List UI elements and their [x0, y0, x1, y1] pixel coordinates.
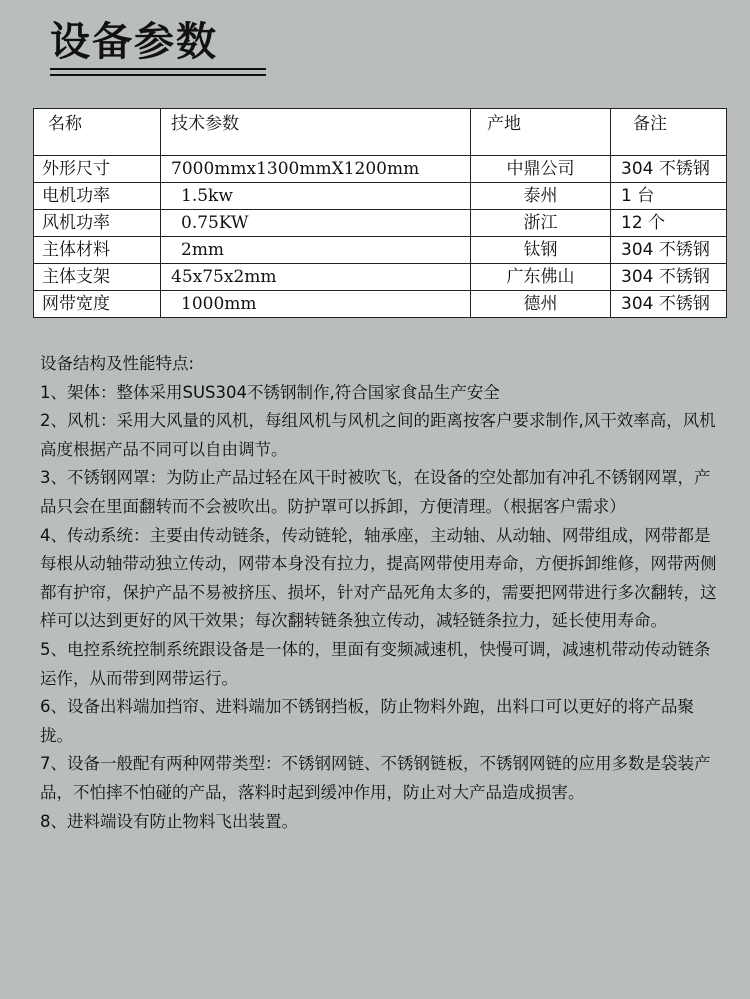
cell-note: 304 不锈钢 [611, 291, 727, 318]
feature-item: 4、传动系统：主要由传动链条，传动链轮，轴承座，主动轴、从动轴、网带组成，网带都是每根从动轴带动独立传动，网带本身没有拉力，提高网带使用寿命，方便拆卸维修，网带两侧都有护帘，保护产品不易被挤压、损坏，针对产品死角太多的，需要把网带进行多次翻转，这样可以达到更好的风干效果；每次翻转链条独立传动，减轻链条拉力，延长使用寿命。 [40, 525, 717, 631]
header-spec: 技术参数 [161, 109, 471, 156]
table-header-row [34, 109, 727, 156]
cell-note: 304 不锈钢 [611, 237, 727, 264]
header-origin: 产地 [471, 109, 611, 156]
cell-name: 主体材料 [34, 237, 161, 264]
cell-spec: 0.75KW [161, 210, 471, 237]
cell-note: 1 台 [611, 183, 727, 210]
cell-spec: 1.5kw [161, 183, 471, 210]
table-row [34, 156, 727, 183]
feature-item: 3、不锈钢网罩：为防止产品过轻在风干时被吹飞，在设备的空处都加有冲孔不锈钢网罩，产品只会在里面翻转而不会被吹出。防护罩可以拆卸，方便清理。（根据客户需求） [40, 468, 711, 516]
feature-item: 5、电控系统控制系统跟设备是一体的，里面有变频减速机，快慢可调，减速机带动传动链条运作，从而带到网带运行。 [40, 639, 711, 688]
cell-name: 风机功率 [34, 210, 161, 237]
cell-spec: 45x75x2mm [161, 264, 471, 291]
table-row [34, 264, 727, 291]
cell-name: 网带宽度 [34, 291, 161, 318]
cell-spec: 7000mmx1300mmX1200mm [161, 156, 471, 183]
table-row [34, 291, 727, 318]
cell-name: 电机功率 [34, 183, 161, 210]
cell-origin: 德州 [471, 291, 611, 318]
table-row [34, 237, 727, 264]
cell-name: 主体支架 [34, 264, 161, 291]
feature-item: 1、架体：整体采用SUS304不锈钢制作,符合国家食品生产安全 [40, 382, 500, 402]
cell-origin: 钛钢 [471, 237, 611, 264]
feature-item: 8、进料端设有防止物料飞出装置。 [40, 811, 298, 831]
cell-origin: 广东佛山 [471, 264, 611, 291]
cell-note: 304 不锈钢 [611, 264, 727, 291]
title-underline [50, 68, 266, 70]
cell-name: 外形尺寸 [34, 156, 161, 183]
cell-origin: 泰州 [471, 183, 611, 210]
title-underline-second [50, 74, 266, 76]
feature-item: 6、设备出料端加挡帘、进料端加不锈钢挡板，防止物料外跑，出料口可以更好的将产品聚拢。 [40, 697, 694, 745]
cell-spec: 2mm [161, 237, 471, 264]
table-row [34, 183, 727, 210]
feature-item: 2、风机：采用大风量的风机，每组风机与风机之间的距离按客户要求制作,风干效率高，风机高度根据产品不同可以自由调节。 [40, 411, 716, 459]
cell-note: 304 不锈钢 [611, 156, 727, 183]
cell-spec: 1000mm [161, 291, 471, 318]
cell-origin: 浙江 [471, 210, 611, 237]
cell-note: 12 个 [611, 210, 727, 237]
features-section [40, 350, 720, 836]
table-row [34, 210, 727, 237]
parameter-table [33, 108, 727, 318]
feature-item: 7、设备一般配有两种网带类型：不锈钢网链、不锈钢链板，不锈钢网链的应用多数是袋装产品，不怕摔不怕碰的产品，落料时起到缓冲作用，防止对大产品造成损害。 [40, 754, 711, 802]
page-title: 设备参数 [50, 19, 218, 65]
cell-origin: 中鼎公司 [471, 156, 611, 183]
header-name: 名称 [34, 109, 161, 156]
header-note: 备注 [611, 109, 727, 156]
features-heading: 设备结构及性能特点: [40, 354, 195, 373]
